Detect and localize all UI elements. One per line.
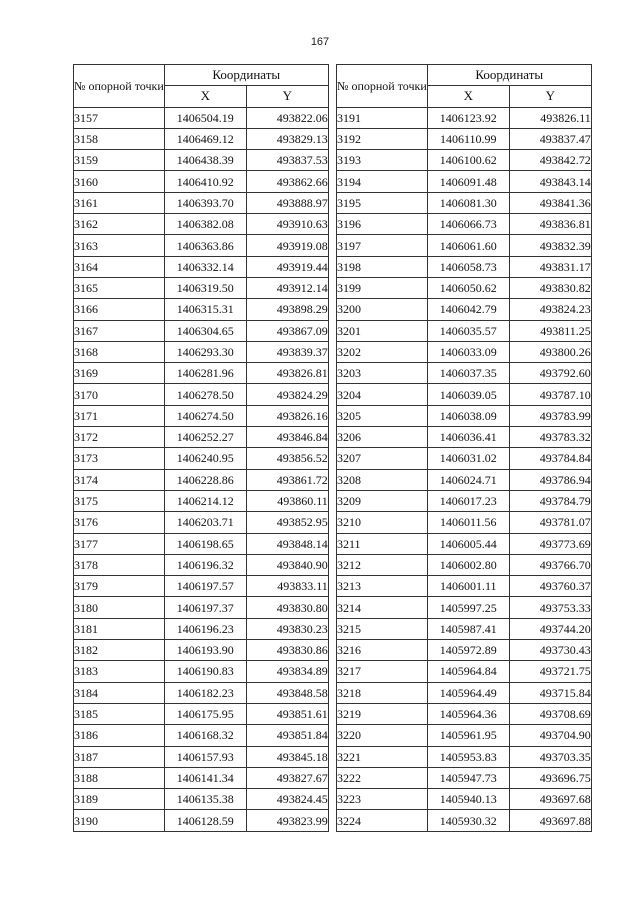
coordinate-x-cell: 1406058.73 xyxy=(427,256,509,277)
coordinate-x-cell: 1406066.73 xyxy=(427,214,509,235)
coordinate-y-cell: 493830.80 xyxy=(246,597,328,618)
coordinate-x-cell: 1405930.32 xyxy=(427,810,509,831)
point-number-cell: 3164 xyxy=(74,256,165,277)
coordinate-y-cell: 493860.11 xyxy=(246,490,328,511)
coordinate-y-cell: 493832.39 xyxy=(509,235,591,256)
coordinate-x-cell: 1406410.92 xyxy=(164,171,246,192)
coordinate-y-cell: 493852.95 xyxy=(246,512,328,533)
coordinate-y-cell: 493888.97 xyxy=(246,192,328,213)
point-number-cell: 3213 xyxy=(337,576,428,597)
coordinate-x-cell: 1406042.79 xyxy=(427,299,509,320)
header-x: X xyxy=(164,86,246,107)
page-number: 167 xyxy=(310,36,330,48)
coordinate-y-cell: 493760.37 xyxy=(509,576,591,597)
coordinate-y-cell: 493836.81 xyxy=(509,214,591,235)
point-number-cell: 3172 xyxy=(74,427,165,448)
coordinate-x-cell: 1406393.70 xyxy=(164,192,246,213)
coordinate-x-cell: 1406135.38 xyxy=(164,789,246,810)
coordinate-x-cell: 1406157.93 xyxy=(164,746,246,767)
point-number-cell: 3182 xyxy=(74,640,165,661)
coordinate-y-cell: 493753.33 xyxy=(509,597,591,618)
table-row xyxy=(337,277,592,298)
coordinate-x-cell: 1406196.32 xyxy=(164,554,246,575)
table-row xyxy=(74,746,329,767)
coordinate-y-cell: 493839.37 xyxy=(246,341,328,362)
point-number-cell: 3187 xyxy=(74,746,165,767)
coordinate-y-cell: 493781.07 xyxy=(509,512,591,533)
point-number-cell: 3192 xyxy=(337,128,428,149)
coordinate-y-cell: 493833.11 xyxy=(246,576,328,597)
point-number-cell: 3174 xyxy=(74,469,165,490)
point-number-cell: 3173 xyxy=(74,448,165,469)
coordinate-y-cell: 493703.35 xyxy=(509,746,591,767)
coordinate-x-cell: 1405972.89 xyxy=(427,640,509,661)
coordinate-y-cell: 493840.90 xyxy=(246,554,328,575)
coordinate-y-cell: 493867.09 xyxy=(246,320,328,341)
coordinate-x-cell: 1406033.09 xyxy=(427,341,509,362)
coordinate-y-cell: 493773.69 xyxy=(509,533,591,554)
point-number-cell: 3199 xyxy=(337,277,428,298)
coordinate-y-cell: 493831.17 xyxy=(509,256,591,277)
table-row xyxy=(337,469,592,490)
coordinate-x-cell: 1406110.99 xyxy=(427,128,509,149)
coordinate-y-cell: 493845.18 xyxy=(246,746,328,767)
table-row xyxy=(337,703,592,724)
coordinate-y-cell: 493730.43 xyxy=(509,640,591,661)
coordinate-y-cell: 493842.72 xyxy=(509,150,591,171)
header-y: Y xyxy=(509,86,591,107)
coordinate-x-cell: 1406332.14 xyxy=(164,256,246,277)
table-row xyxy=(74,661,329,682)
coordinate-x-cell: 1406198.65 xyxy=(164,533,246,554)
point-number-cell: 3166 xyxy=(74,299,165,320)
coordinate-x-cell: 1405987.41 xyxy=(427,618,509,639)
coordinate-x-cell: 1406197.57 xyxy=(164,576,246,597)
coordinates-table-right xyxy=(336,64,592,832)
table-row xyxy=(74,703,329,724)
coordinate-x-cell: 1405953.83 xyxy=(427,746,509,767)
coordinate-x-cell: 1406363.86 xyxy=(164,235,246,256)
table-row xyxy=(337,192,592,213)
point-number-cell: 3222 xyxy=(337,767,428,788)
point-number-cell: 3169 xyxy=(74,363,165,384)
coordinate-x-cell: 1406036.41 xyxy=(427,427,509,448)
point-number-cell: 3210 xyxy=(337,512,428,533)
table-row xyxy=(74,597,329,618)
point-number-cell: 3160 xyxy=(74,171,165,192)
coordinate-y-cell: 493787.10 xyxy=(509,384,591,405)
coordinate-x-cell: 1406175.95 xyxy=(164,703,246,724)
coordinate-x-cell: 1406193.90 xyxy=(164,640,246,661)
point-number-cell: 3214 xyxy=(337,597,428,618)
coordinate-x-cell: 1405940.13 xyxy=(427,789,509,810)
coordinate-x-cell: 1406382.08 xyxy=(164,214,246,235)
coordinate-x-cell: 1406319.50 xyxy=(164,277,246,298)
table-row xyxy=(74,725,329,746)
point-number-cell: 3221 xyxy=(337,746,428,767)
coordinate-x-cell: 1406031.02 xyxy=(427,448,509,469)
coordinate-y-cell: 493822.06 xyxy=(246,107,328,128)
coordinate-y-cell: 493696.75 xyxy=(509,767,591,788)
point-number-cell: 3223 xyxy=(337,789,428,810)
header-point-number: № опорной точки xyxy=(74,65,165,108)
table-row xyxy=(337,448,592,469)
point-number-cell: 3167 xyxy=(74,320,165,341)
coordinate-y-cell: 493848.14 xyxy=(246,533,328,554)
table-row xyxy=(337,554,592,575)
coordinate-y-cell: 493919.44 xyxy=(246,256,328,277)
coordinate-x-cell: 1405997.25 xyxy=(427,597,509,618)
coordinates-table-left xyxy=(73,64,329,832)
table-row xyxy=(337,618,592,639)
point-number-cell: 3203 xyxy=(337,363,428,384)
coordinate-x-cell: 1406141.34 xyxy=(164,767,246,788)
coordinate-x-cell: 1406100.62 xyxy=(427,150,509,171)
coordinate-y-cell: 493830.23 xyxy=(246,618,328,639)
table-row xyxy=(74,384,329,405)
table-row xyxy=(74,490,329,511)
table-row xyxy=(337,725,592,746)
coordinate-y-cell: 493846.84 xyxy=(246,427,328,448)
point-number-cell: 3171 xyxy=(74,405,165,426)
point-number-cell: 3216 xyxy=(337,640,428,661)
point-number-cell: 3176 xyxy=(74,512,165,533)
coordinate-x-cell: 1406081.30 xyxy=(427,192,509,213)
header-x: X xyxy=(427,86,509,107)
coordinate-x-cell: 1406168.32 xyxy=(164,725,246,746)
table-row xyxy=(74,533,329,554)
point-number-cell: 3175 xyxy=(74,490,165,511)
table-row xyxy=(74,682,329,703)
table-row xyxy=(74,192,329,213)
point-number-cell: 3212 xyxy=(337,554,428,575)
point-number-cell: 3159 xyxy=(74,150,165,171)
coordinate-x-cell: 1406278.50 xyxy=(164,384,246,405)
coordinate-y-cell: 493792.60 xyxy=(509,363,591,384)
table-row xyxy=(74,554,329,575)
header-y: Y xyxy=(246,86,328,107)
header-coordinates: Координаты xyxy=(427,65,591,86)
coordinate-y-cell: 493826.16 xyxy=(246,405,328,426)
point-number-cell: 3193 xyxy=(337,150,428,171)
coordinate-y-cell: 493783.99 xyxy=(509,405,591,426)
coordinate-y-cell: 493834.89 xyxy=(246,661,328,682)
table-row xyxy=(74,427,329,448)
point-number-cell: 3217 xyxy=(337,661,428,682)
table-row xyxy=(74,277,329,298)
point-number-cell: 3197 xyxy=(337,235,428,256)
point-number-cell: 3205 xyxy=(337,405,428,426)
point-number-cell: 3209 xyxy=(337,490,428,511)
coordinate-x-cell: 1406228.86 xyxy=(164,469,246,490)
table-row xyxy=(74,171,329,192)
table-row xyxy=(337,235,592,256)
point-number-cell: 3163 xyxy=(74,235,165,256)
coordinate-x-cell: 1406024.71 xyxy=(427,469,509,490)
coordinate-y-cell: 493784.79 xyxy=(509,490,591,511)
point-number-cell: 3170 xyxy=(74,384,165,405)
point-number-cell: 3179 xyxy=(74,576,165,597)
table-row xyxy=(74,448,329,469)
point-number-cell: 3181 xyxy=(74,618,165,639)
table-row xyxy=(337,214,592,235)
coordinate-x-cell: 1405964.36 xyxy=(427,703,509,724)
coordinate-y-cell: 493862.66 xyxy=(246,171,328,192)
coordinate-x-cell: 1406017.23 xyxy=(427,490,509,511)
coordinate-y-cell: 493783.32 xyxy=(509,427,591,448)
table-row xyxy=(337,640,592,661)
coordinate-x-cell: 1406304.65 xyxy=(164,320,246,341)
table-row xyxy=(337,597,592,618)
coordinate-y-cell: 493826.81 xyxy=(246,363,328,384)
table-row xyxy=(74,789,329,810)
coordinate-y-cell: 493721.75 xyxy=(509,661,591,682)
table-row xyxy=(337,789,592,810)
point-number-cell: 3191 xyxy=(337,107,428,128)
table-row xyxy=(337,256,592,277)
coordinate-y-cell: 493800.26 xyxy=(509,341,591,362)
coordinate-y-cell: 493824.29 xyxy=(246,384,328,405)
coordinate-x-cell: 1406252.27 xyxy=(164,427,246,448)
point-number-cell: 3200 xyxy=(337,299,428,320)
coordinate-x-cell: 1405964.49 xyxy=(427,682,509,703)
coordinate-x-cell: 1406190.83 xyxy=(164,661,246,682)
table-row xyxy=(337,128,592,149)
coordinate-y-cell: 493851.61 xyxy=(246,703,328,724)
coordinate-y-cell: 493744.20 xyxy=(509,618,591,639)
coordinate-y-cell: 493830.86 xyxy=(246,640,328,661)
table-row xyxy=(337,341,592,362)
point-number-cell: 3189 xyxy=(74,789,165,810)
point-number-cell: 3224 xyxy=(337,810,428,831)
point-number-cell: 3158 xyxy=(74,128,165,149)
table-row xyxy=(337,746,592,767)
point-number-cell: 3185 xyxy=(74,703,165,724)
coordinate-y-cell: 493811.25 xyxy=(509,320,591,341)
table-row xyxy=(337,810,592,831)
table-row xyxy=(74,640,329,661)
coordinate-x-cell: 1406002.80 xyxy=(427,554,509,575)
coordinate-x-cell: 1406050.62 xyxy=(427,277,509,298)
point-number-cell: 3220 xyxy=(337,725,428,746)
coordinate-y-cell: 493919.08 xyxy=(246,235,328,256)
table-row xyxy=(337,682,592,703)
coordinate-x-cell: 1406240.95 xyxy=(164,448,246,469)
table-row xyxy=(74,299,329,320)
coordinate-x-cell: 1405947.73 xyxy=(427,767,509,788)
point-number-cell: 3157 xyxy=(74,107,165,128)
point-number-cell: 3183 xyxy=(74,661,165,682)
coordinate-x-cell: 1406197.37 xyxy=(164,597,246,618)
coordinate-y-cell: 493784.84 xyxy=(509,448,591,469)
table-row xyxy=(337,490,592,511)
coordinate-y-cell: 493829.13 xyxy=(246,128,328,149)
coordinate-x-cell: 1406091.48 xyxy=(427,171,509,192)
point-number-cell: 3188 xyxy=(74,767,165,788)
point-number-cell: 3195 xyxy=(337,192,428,213)
table-row xyxy=(337,320,592,341)
point-number-cell: 3207 xyxy=(337,448,428,469)
coordinate-y-cell: 493704.90 xyxy=(509,725,591,746)
point-number-cell: 3204 xyxy=(337,384,428,405)
table-row xyxy=(74,767,329,788)
point-number-cell: 3198 xyxy=(337,256,428,277)
table-row xyxy=(74,320,329,341)
coordinate-y-cell: 493856.52 xyxy=(246,448,328,469)
table-row xyxy=(74,810,329,831)
table-row xyxy=(74,150,329,171)
coordinate-x-cell: 1406061.60 xyxy=(427,235,509,256)
point-number-cell: 3219 xyxy=(337,703,428,724)
point-number-cell: 3206 xyxy=(337,427,428,448)
table-row xyxy=(337,533,592,554)
point-number-cell: 3180 xyxy=(74,597,165,618)
coordinate-y-cell: 493823.99 xyxy=(246,810,328,831)
coordinate-y-cell: 493843.14 xyxy=(509,171,591,192)
table-row xyxy=(74,469,329,490)
point-number-cell: 3177 xyxy=(74,533,165,554)
point-number-cell: 3211 xyxy=(337,533,428,554)
table-row xyxy=(337,576,592,597)
table-row xyxy=(74,576,329,597)
coordinate-y-cell: 493824.23 xyxy=(509,299,591,320)
coordinate-y-cell: 493715.84 xyxy=(509,682,591,703)
point-number-cell: 3184 xyxy=(74,682,165,703)
coordinate-x-cell: 1406123.92 xyxy=(427,107,509,128)
table-row xyxy=(337,150,592,171)
table-row xyxy=(74,107,329,128)
table-row xyxy=(337,299,592,320)
header-coordinates: Координаты xyxy=(164,65,328,86)
coordinate-y-cell: 493697.68 xyxy=(509,789,591,810)
coordinate-x-cell: 1406196.23 xyxy=(164,618,246,639)
point-number-cell: 3208 xyxy=(337,469,428,490)
coordinate-y-cell: 493848.58 xyxy=(246,682,328,703)
coordinate-x-cell: 1406504.19 xyxy=(164,107,246,128)
point-number-cell: 3218 xyxy=(337,682,428,703)
table-row xyxy=(337,405,592,426)
table-row xyxy=(337,363,592,384)
table-row xyxy=(74,512,329,533)
coordinate-y-cell: 493851.84 xyxy=(246,725,328,746)
table-row xyxy=(74,405,329,426)
table-row xyxy=(337,427,592,448)
coordinate-x-cell: 1406293.30 xyxy=(164,341,246,362)
table-row xyxy=(337,767,592,788)
coordinate-x-cell: 1406001.11 xyxy=(427,576,509,597)
coordinate-x-cell: 1406469.12 xyxy=(164,128,246,149)
coordinate-y-cell: 493837.53 xyxy=(246,150,328,171)
coordinate-x-cell: 1406035.57 xyxy=(427,320,509,341)
coordinate-x-cell: 1406214.12 xyxy=(164,490,246,511)
point-number-cell: 3168 xyxy=(74,341,165,362)
coordinate-x-cell: 1406128.59 xyxy=(164,810,246,831)
point-number-cell: 3202 xyxy=(337,341,428,362)
coordinate-y-cell: 493830.82 xyxy=(509,277,591,298)
table-row xyxy=(337,107,592,128)
coordinate-x-cell: 1406281.96 xyxy=(164,363,246,384)
table-row xyxy=(337,512,592,533)
coordinate-y-cell: 493827.67 xyxy=(246,767,328,788)
coordinate-y-cell: 493786.94 xyxy=(509,469,591,490)
coordinate-x-cell: 1406038.09 xyxy=(427,405,509,426)
coordinate-y-cell: 493826.11 xyxy=(509,107,591,128)
table-row xyxy=(337,384,592,405)
coordinate-y-cell: 493708.69 xyxy=(509,703,591,724)
coordinate-x-cell: 1406315.31 xyxy=(164,299,246,320)
coordinate-y-cell: 493841.36 xyxy=(509,192,591,213)
coordinate-x-cell: 1406438.39 xyxy=(164,150,246,171)
table-row xyxy=(74,256,329,277)
coordinate-y-cell: 493766.70 xyxy=(509,554,591,575)
coordinate-y-cell: 493910.63 xyxy=(246,214,328,235)
coordinate-x-cell: 1406011.56 xyxy=(427,512,509,533)
coordinate-y-cell: 493898.29 xyxy=(246,299,328,320)
coordinate-x-cell: 1406005.44 xyxy=(427,533,509,554)
coordinate-x-cell: 1406037.35 xyxy=(427,363,509,384)
coordinate-x-cell: 1406182.23 xyxy=(164,682,246,703)
point-number-cell: 3186 xyxy=(74,725,165,746)
coordinate-y-cell: 493837.47 xyxy=(509,128,591,149)
coordinate-x-cell: 1406274.50 xyxy=(164,405,246,426)
point-number-cell: 3165 xyxy=(74,277,165,298)
coordinate-y-cell: 493697.88 xyxy=(509,810,591,831)
point-number-cell: 3215 xyxy=(337,618,428,639)
table-row xyxy=(74,235,329,256)
coordinate-x-cell: 1406039.05 xyxy=(427,384,509,405)
point-number-cell: 3190 xyxy=(74,810,165,831)
point-number-cell: 3161 xyxy=(74,192,165,213)
table-row xyxy=(74,214,329,235)
table-row xyxy=(337,661,592,682)
table-row xyxy=(337,171,592,192)
table-row xyxy=(74,341,329,362)
header-point-number: № опорной точки xyxy=(337,65,428,108)
coordinate-y-cell: 493912.14 xyxy=(246,277,328,298)
point-number-cell: 3178 xyxy=(74,554,165,575)
point-number-cell: 3201 xyxy=(337,320,428,341)
coordinate-x-cell: 1405961.95 xyxy=(427,725,509,746)
point-number-cell: 3196 xyxy=(337,214,428,235)
coordinate-x-cell: 1405964.84 xyxy=(427,661,509,682)
coordinate-x-cell: 1406203.71 xyxy=(164,512,246,533)
point-number-cell: 3194 xyxy=(337,171,428,192)
point-number-cell: 3162 xyxy=(74,214,165,235)
table-row xyxy=(74,363,329,384)
table-row xyxy=(74,128,329,149)
coordinate-y-cell: 493824.45 xyxy=(246,789,328,810)
coordinate-y-cell: 493861.72 xyxy=(246,469,328,490)
table-row xyxy=(74,618,329,639)
